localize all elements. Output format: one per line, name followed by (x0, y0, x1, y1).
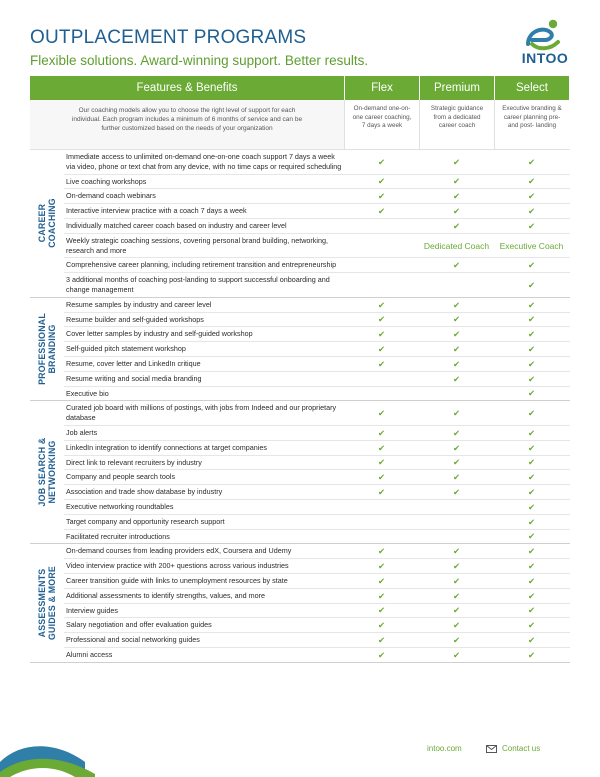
checkmark-icon-select: ✔ (527, 314, 536, 325)
table-row (64, 356, 570, 371)
table-row (64, 298, 570, 312)
table-row (64, 647, 570, 662)
checkmark-icon-premium: ✔ (452, 575, 461, 586)
checkmark-icon-flex: ✔ (377, 634, 386, 645)
table-row (64, 558, 570, 573)
feature-text: On-demand courses from leading providers edX, Coursera and Udemy (66, 546, 292, 556)
checkmark-icon-flex: ✔ (377, 649, 386, 660)
checkmark-icon-flex: ✔ (377, 427, 386, 438)
table-row (64, 257, 570, 272)
checkmark-icon-premium: ✔ (452, 191, 461, 202)
section-rows (64, 401, 570, 543)
checkmark-icon-premium: ✔ (452, 220, 461, 231)
feature-text: Immediate access to unlimited on-demand one-on-one coach support 7 days a week via video, phone or text chat from any device, with no time caps or required scheduling (66, 152, 342, 171)
checkmark-icon-select: ✔ (527, 590, 536, 601)
table-row (64, 455, 570, 470)
checkmark-icon-premium: ✔ (452, 299, 461, 310)
table-row (64, 272, 570, 297)
plan-cell-premium (419, 515, 494, 529)
checkmark-icon-flex: ✔ (377, 344, 386, 355)
intro-plan-premium: Strategic guidance from a dedicated career coach (419, 100, 494, 149)
checkmark-icon-premium: ✔ (452, 457, 461, 468)
plan-cell-flex (344, 500, 419, 514)
table-row (64, 632, 570, 647)
section-rows (64, 298, 570, 401)
section-label-cell (30, 544, 64, 661)
feature-text: Comprehensive career planning, including retirement transition and entrepreneurship (66, 260, 337, 270)
table-row (64, 544, 570, 558)
corner-swoosh-icon (0, 732, 100, 777)
checkmark-icon-select: ✔ (527, 260, 536, 271)
feature-text: Career transition guide with links to unemployment resources by state (66, 575, 288, 585)
table-row (64, 401, 570, 425)
checkmark-icon-premium: ✔ (452, 156, 461, 167)
checkmark-icon-flex: ✔ (377, 546, 386, 557)
plan-cell-premium (419, 500, 494, 514)
plan-cell-premium (419, 387, 494, 401)
plan-cell-flex (344, 258, 419, 272)
checkmark-icon-flex: ✔ (377, 314, 386, 325)
plan-cell-flex (344, 515, 419, 529)
table-row (64, 203, 570, 218)
plan-cell-flex (344, 219, 419, 233)
feature-text: Professional and social networking guides (66, 635, 200, 645)
intro-row (30, 100, 570, 150)
table-row (64, 617, 570, 632)
checkmark-icon-select: ✔ (527, 408, 536, 419)
checkmark-icon-select: ✔ (527, 299, 536, 310)
checkmark-icon-select: ✔ (527, 487, 536, 498)
checkmark-icon-premium: ✔ (452, 561, 461, 571)
section-label: PROFESSIONAL BRANDING (37, 313, 57, 385)
feature-text: Weekly strategic coaching sessions, covering personal brand building, networking, research and more (66, 235, 328, 255)
feature-text: Executive bio (66, 388, 109, 398)
plan-cell-select: Executive Coach (499, 240, 564, 251)
contact-label: Contact us (502, 744, 541, 753)
table-row (64, 514, 570, 529)
checkmark-icon-flex: ✔ (377, 605, 386, 616)
checkmark-icon-flex: ✔ (377, 442, 386, 453)
checkmark-icon-flex: ✔ (377, 457, 386, 468)
table-row (64, 326, 570, 341)
table-row (64, 425, 570, 440)
logo-mark-icon (510, 18, 580, 52)
checkmark-icon-premium: ✔ (452, 329, 461, 340)
checkmark-icon-flex: ✔ (377, 620, 386, 631)
feature-text: 3 additional months of coaching post-landing to support successful onboarding and change management (66, 275, 330, 294)
checkmark-icon-premium: ✔ (452, 206, 461, 217)
section-label-cell (30, 401, 64, 543)
feature-text: Facilitated recruiter introductions (66, 531, 170, 541)
section-label-cell (30, 150, 64, 297)
checkmark-icon-premium: ✔ (452, 649, 461, 660)
checkmark-icon-flex: ✔ (377, 358, 386, 369)
checkmark-icon-select: ✔ (527, 427, 536, 438)
feature-text: Target company and opportunity research support (66, 516, 225, 526)
checkmark-icon-flex: ✔ (377, 329, 386, 340)
checkmark-icon-flex: ✔ (377, 590, 386, 601)
table-row (64, 188, 570, 203)
checkmark-icon-flex: ✔ (377, 561, 386, 571)
plan-cell-premium: Dedicated Coach (423, 240, 490, 251)
plans-table (30, 76, 570, 663)
table-header (30, 76, 570, 100)
envelope-icon (486, 745, 497, 753)
checkmark-icon-premium: ✔ (452, 344, 461, 355)
header-features: Features & Benefits (30, 76, 344, 100)
checkmark-icon-select: ✔ (527, 620, 536, 631)
checkmark-icon-select: ✔ (527, 358, 536, 369)
checkmark-icon-flex: ✔ (377, 575, 386, 586)
feature-text: Direct link to relevant recruiters by industry (66, 457, 202, 467)
table-row (64, 150, 570, 174)
table-row (64, 233, 570, 258)
checkmark-icon-select: ✔ (527, 605, 536, 616)
feature-section (30, 298, 570, 402)
feature-text: Additional assessments to identify strengths, values, and more (66, 590, 265, 600)
checkmark-icon-select: ✔ (527, 442, 536, 453)
feature-text: Video interview practice with 200+ questions across various industries (66, 561, 289, 571)
feature-section (30, 401, 570, 544)
table-row (64, 218, 570, 233)
plan-cell-flex (344, 372, 419, 386)
feature-text: Alumni access (66, 649, 113, 659)
feature-text: Resume builder and self-guided workshops (66, 314, 204, 324)
plan-cell-premium (419, 273, 494, 297)
feature-text: Company and people search tools (66, 472, 176, 482)
checkmark-icon-flex: ✔ (377, 408, 386, 419)
intoo-logo (510, 18, 580, 70)
checkmark-icon-flex: ✔ (377, 191, 386, 202)
table-row (64, 469, 570, 484)
checkmark-icon-select: ✔ (527, 279, 536, 290)
intro-plan-select: Executive branding & career planning pre- and post- landing (494, 100, 569, 149)
table-row (64, 529, 570, 544)
section-label: ASSESSMENTS GUIDES & MORE (37, 566, 57, 640)
table-row (64, 341, 570, 356)
feature-text: Resume writing and social media branding (66, 373, 202, 383)
table-row (64, 603, 570, 618)
feature-text: Association and trade show database by industry (66, 487, 223, 497)
feature-text: Interview guides (66, 605, 118, 615)
checkmark-icon-select: ✔ (527, 373, 536, 384)
checkmark-icon-select: ✔ (527, 344, 536, 355)
checkmark-icon-select: ✔ (527, 329, 536, 340)
checkmark-icon-premium: ✔ (452, 605, 461, 616)
checkmark-icon-premium: ✔ (452, 260, 461, 271)
checkmark-icon-premium: ✔ (452, 427, 461, 438)
plan-cell-flex (344, 530, 419, 544)
checkmark-icon-select: ✔ (527, 176, 536, 187)
checkmark-icon-premium: ✔ (452, 442, 461, 453)
header-plan-flex: Flex (344, 76, 419, 100)
feature-sections (30, 150, 570, 663)
checkmark-icon-premium: ✔ (452, 314, 461, 325)
feature-section (30, 150, 570, 298)
checkmark-icon-premium: ✔ (452, 546, 461, 557)
page-header (30, 26, 490, 70)
checkmark-icon-premium: ✔ (452, 590, 461, 601)
checkmark-icon-premium: ✔ (452, 487, 461, 498)
header-plan-premium: Premium (419, 76, 494, 100)
section-label-cell (30, 298, 64, 401)
intro-plan-flex: On-demand one-on-one career coaching, 7 days a week (344, 100, 419, 149)
checkmark-icon-select: ✔ (527, 388, 536, 399)
checkmark-icon-premium: ✔ (452, 358, 461, 369)
page-title: OUTPLACEMENT PROGRAMS (30, 27, 307, 48)
table-row (64, 573, 570, 588)
table-row (64, 440, 570, 455)
checkmark-icon-premium: ✔ (452, 620, 461, 631)
checkmark-icon-premium: ✔ (452, 408, 461, 419)
feature-text: Curated job board with millions of postings, with jobs from Indeed and our proprietary database (66, 403, 337, 423)
checkmark-icon-select: ✔ (527, 457, 536, 468)
logo-wordmark: INTOO (521, 50, 569, 66)
table-row (64, 499, 570, 514)
feature-text: Executive networking roundtables (66, 501, 174, 511)
checkmark-icon-select: ✔ (527, 516, 536, 527)
plan-cell-flex (344, 234, 419, 258)
checkmark-icon-select: ✔ (527, 649, 536, 660)
page-subtitle: Flexible solutions. Award-winning support. Better results. (30, 53, 369, 68)
table-row (64, 386, 570, 401)
feature-text: Cover letter samples by industry and self-guided workshop (66, 329, 253, 339)
footer-website-link[interactable]: intoo.com (427, 744, 462, 753)
section-rows (64, 150, 570, 297)
checkmark-icon-select: ✔ (527, 156, 536, 167)
header-plan-select: Select (494, 76, 569, 100)
checkmark-icon-premium: ✔ (452, 634, 461, 645)
checkmark-icon-premium: ✔ (452, 472, 461, 483)
table-row (64, 484, 570, 499)
checkmark-icon-flex: ✔ (377, 299, 386, 310)
section-label: CAREER COACHING (37, 198, 57, 249)
feature-section (30, 544, 570, 662)
checkmark-icon-select: ✔ (527, 501, 536, 512)
feature-text: Job alerts (66, 427, 98, 437)
feature-text: Resume samples by industry and career level (66, 299, 212, 309)
checkmark-icon-flex: ✔ (377, 487, 386, 498)
feature-text: Interactive interview practice with a coach 7 days a week (66, 206, 247, 216)
table-row (64, 174, 570, 189)
section-label: JOB SEARCH & NETWORKING (37, 437, 57, 507)
intro-description: Our coaching models allow you to choose the right level of support for each individual. Each program includes a minimum of 6 months of service and can be further customized based on the needs of your organization (30, 100, 344, 149)
checkmark-icon-select: ✔ (527, 561, 536, 571)
checkmark-icon-flex: ✔ (377, 206, 386, 217)
checkmark-icon-flex: ✔ (377, 156, 386, 167)
checkmark-icon-select: ✔ (527, 191, 536, 202)
plan-cell-flex (344, 273, 419, 297)
table-row (64, 312, 570, 327)
footer-contact-link[interactable] (486, 744, 540, 753)
checkmark-icon-select: ✔ (527, 546, 536, 557)
plan-cell-flex (344, 387, 419, 401)
checkmark-icon-select: ✔ (527, 206, 536, 217)
feature-text: Individually matched career coach based on industry and career level (66, 220, 287, 230)
table-row (64, 588, 570, 603)
checkmark-icon-flex: ✔ (377, 472, 386, 483)
feature-text: Resume, cover letter and LinkedIn critique (66, 358, 201, 368)
checkmark-icon-select: ✔ (527, 634, 536, 645)
section-rows (64, 544, 570, 661)
feature-text: Salary negotiation and offer evaluation guides (66, 620, 212, 630)
checkmark-icon-premium: ✔ (452, 373, 461, 384)
checkmark-icon-flex: ✔ (377, 176, 386, 187)
feature-text: Self-guided pitch statement workshop (66, 344, 186, 354)
plan-cell-premium (419, 530, 494, 544)
feature-text: On-demand coach webinars (66, 191, 156, 201)
checkmark-icon-select: ✔ (527, 531, 536, 542)
checkmark-icon-premium: ✔ (452, 176, 461, 187)
feature-text: LinkedIn integration to identify connections at target companies (66, 442, 267, 452)
checkmark-icon-select: ✔ (527, 575, 536, 586)
checkmark-icon-select: ✔ (527, 220, 536, 231)
checkmark-icon-select: ✔ (527, 472, 536, 483)
feature-text: Live coaching workshops (66, 176, 147, 186)
table-row (64, 371, 570, 386)
